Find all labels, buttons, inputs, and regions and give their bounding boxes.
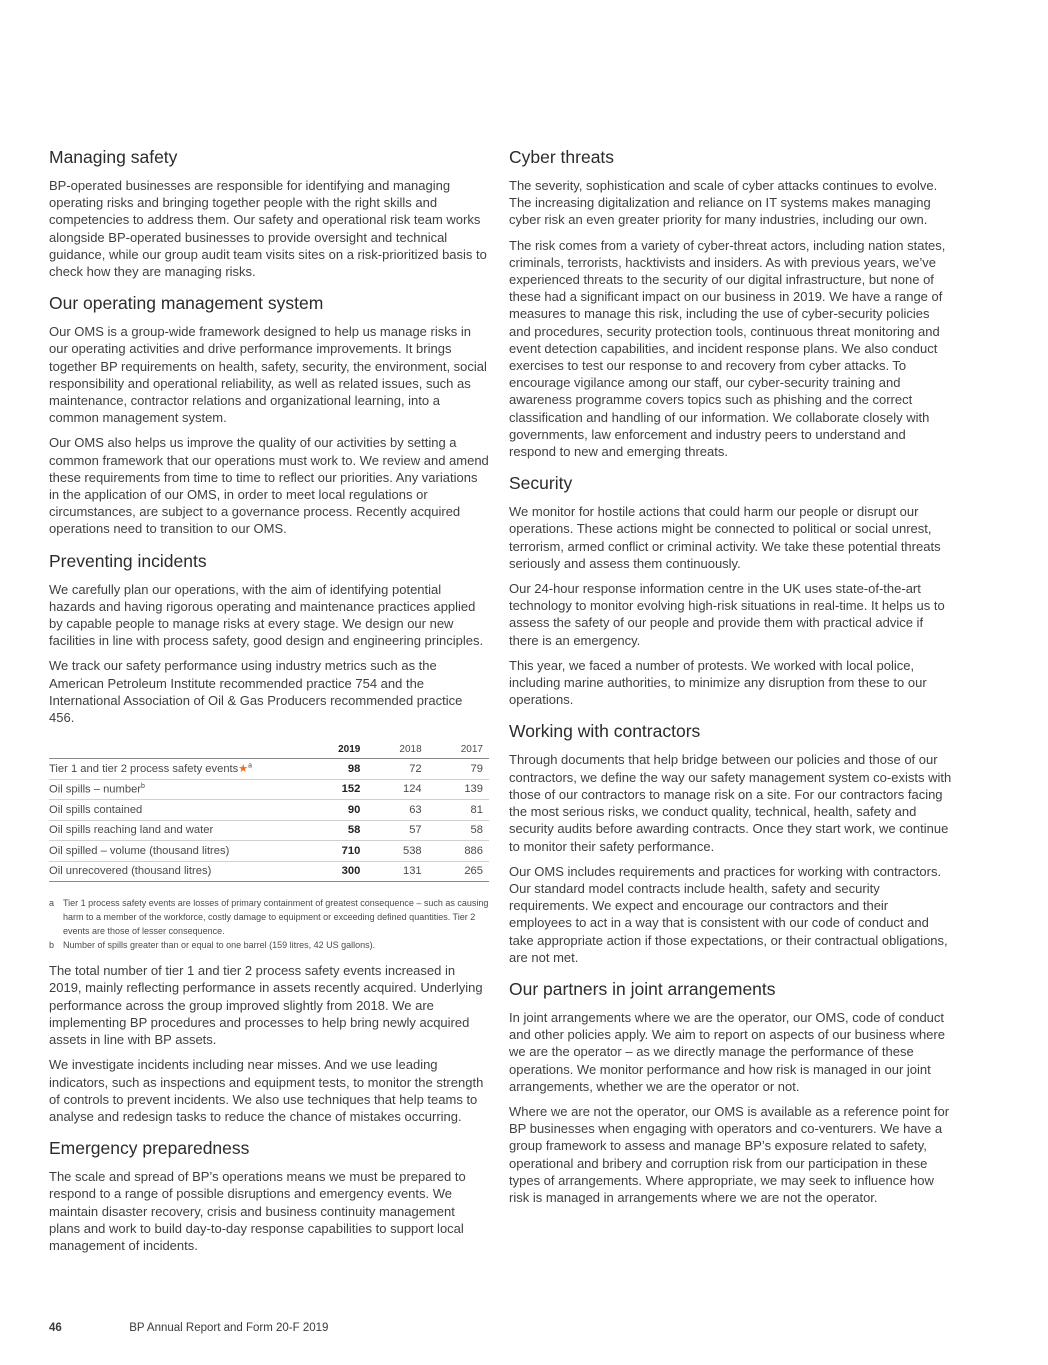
table-row: [49, 820, 489, 841]
cell-2018: 63: [366, 800, 427, 821]
report-title: BP Annual Report and Form 20-F 2019: [129, 1322, 329, 1334]
section-managing-safety: [49, 146, 489, 280]
paragraph: This year, we faced a number of protests. We worked with local police, including marine authorities, to minimize any disruption from these to our operations.: [509, 657, 927, 708]
section-security: [509, 472, 954, 708]
cell-2019: 710: [305, 841, 366, 862]
table-header-year: 2018: [366, 742, 427, 759]
cell-2019: 98: [305, 759, 366, 780]
paragraph: Where we are not the operator, our OMS is available as a reference point for BP businesses when engaging with operators and co-venturers. We have a group framework to assess and manage BP’s exposure related to safety, operational and bribery and corruption risk from our participation in these types of arrangements. Where appropriate, we may seek to influence how risk is managed in arrangements where we are not the operator.: [509, 1103, 950, 1205]
footnote-ref: b: [141, 782, 145, 790]
left-column: [49, 146, 489, 1266]
footnote-mark: a: [49, 898, 55, 909]
paragraph: Our OMS also helps us improve the quality of our activities by setting a common framework that our operations must work to. We review and amend these requirements from time to time to reflect our priorities. Any variations in the application of our OMS, in order to meet local regulations or circumstances, are subject to a governance process. Recently acquired operations need to transition to our OMS.: [49, 435, 489, 537]
heading-preventing-incidents: Preventing incidents: [49, 550, 207, 571]
heading-security: Security: [509, 473, 573, 494]
table-row: [49, 759, 489, 780]
paragraph: We monitor for hostile actions that could harm our people or disrupt our operations. These actions might be connected to political or social unrest, terrorism, armed conflict or criminal activity. We take these potential threats seriously and assess them continuously.: [509, 504, 941, 571]
heading-oms: Our operating management system: [49, 293, 324, 314]
section-joint-arrangements: [509, 978, 954, 1206]
footnote-mark: b: [49, 940, 55, 951]
table-header-year: 2017: [428, 742, 489, 759]
star-icon: ★: [238, 763, 249, 776]
row-label: Oil spills contained: [49, 800, 305, 821]
heading-managing-safety: Managing safety: [49, 147, 178, 167]
cell-2019: 90: [305, 800, 366, 821]
row-label: Oil spills – number$^b$: [49, 779, 305, 800]
section-cyber-threats: [509, 146, 954, 460]
section-oms: [49, 292, 489, 537]
paragraph: Through documents that help bridge between our policies and those of our contractors, we define the way our safety management system co-exists with those of our contractors to manage risk on a site. For our contractors facing the most serious risks, we conduct quality, technical, health, safety and security audits before awarding contracts. Once they start work, we continue to monitor their safety performance.: [509, 752, 952, 854]
footnote: [49, 896, 489, 938]
table-row: [49, 779, 489, 800]
paragraph: Our 24-hour response information centre in the UK uses state-of-the-art technology to monitor evolving high-risk situations in real-time. It helps us to assess the safety of our people and provide them with practical advice if there is an emergency.: [509, 581, 945, 648]
paragraph: The total number of tier 1 and tier 2 process safety events increased in 2019, mainly reflecting performance in assets recently acquired. Underlying performance across the group improved slightly from 2018. We are implementing BP procedures and processes to help bring newly acquired assets in line with BP assets.: [49, 963, 483, 1048]
row-label: Tier 1 and tier 2 process safety events★$^a$: [49, 759, 305, 780]
table-header-row: [49, 742, 489, 759]
cell-2017: 886: [428, 841, 489, 862]
section-working-with-contractors: [509, 720, 954, 965]
cell-2017: 81: [428, 800, 489, 821]
table-row: [49, 800, 489, 821]
table-header-label: [49, 742, 305, 759]
safety-metrics-table: [49, 742, 489, 882]
paragraph: Our OMS includes requirements and practices for working with contractors. Our standard model contracts include health, safety and security requirements. We expect and encourage our contractors and their employees to act in a way that is consistent with our code of conduct and take appropriate action if those expectations, or their contractual obligations, are not met.: [509, 863, 948, 965]
heading-emergency-preparedness: Emergency preparedness: [49, 1138, 250, 1159]
row-label: Oil spills reaching land and water: [49, 820, 305, 841]
paragraph: BP-operated businesses are responsible for identifying and managing operating risks and bringing together people with the right skills and competencies to address them. Our safety and operational risk team works alongside BP-operated businesses to provide oversight and technical guidance, while our group audit team visits sites on a risk-prioritized basis to check how they are managing risks.: [49, 178, 487, 280]
heading-cyber-threats: Cyber threats: [509, 147, 615, 167]
section-preventing-incidents: [49, 550, 489, 727]
cell-2018: 538: [366, 841, 427, 862]
footnote-text: Number of spills greater than or equal to one barrel (159 litres, 42 US gallons).: [63, 940, 376, 951]
right-column: [509, 146, 954, 1218]
cell-2019: 300: [305, 861, 366, 882]
footnote-ref: a: [248, 762, 253, 770]
page-number: 46: [49, 1322, 62, 1334]
cell-2018: 72: [366, 759, 427, 780]
page-footer: [49, 1322, 328, 1334]
cell-2019: 152: [305, 779, 366, 800]
cell-2018: 131: [366, 861, 427, 882]
row-label: Oil unrecovered (thousand litres): [49, 861, 305, 882]
paragraph: We track our safety performance using industry metrics such as the American Petroleum Institute recommended practice 754 and the International Association of Oil & Gas Producers recommended practice 456.: [49, 658, 463, 726]
paragraph: In joint arrangements where we are the operator, our OMS, code of conduct and other policies apply. We aim to report on aspects of our business where we are the operator – as we directly manage the performance of these operations. We monitor performance and how risk is managed in our joint arrangements, whether we are the operator or not.: [509, 1009, 945, 1094]
section-emergency-preparedness: [49, 1137, 489, 1254]
table-footnotes: [49, 896, 489, 952]
paragraph: Our OMS is a group-wide framework designed to help us manage risks in our operating activities and drive performance improvements. It brings together BP requirements on health, safety, security, the environment, social responsibility and operational reliability, as well as related issues, such as maintenance, contractor relations and organizational learning, into a common management system.: [49, 324, 487, 426]
table-row: [49, 861, 489, 882]
cell-2017: 58: [428, 820, 489, 841]
cell-2019: 58: [305, 820, 366, 841]
paragraph: The risk comes from a variety of cyber-threat actors, including nation states, criminals, terrorists, hacktivists and insiders. As with previous years, we’ve experienced threats to the security of our digital infrastructure, but none of these had a significant impact on our business in 2019. We have a range of measures to manage this risk, including the use of cyber-security policies and procedures, security protection tools, continuous threat monitoring and event detection capabilities, and incident response plans. We also conduct exercises to test our response to and recovery from cyber attacks. To encourage vigilance among our staff, our cyber-security training and awareness programme covers topics such as phishing and the correct classification and handling of our information. We collaborate closely with governments, law enforcement and industry peers to understand and respond to new and emerging threats.: [509, 237, 946, 460]
footnote-text: Tier 1 process safety events are losses of primary containment of greatest consequence – such as causing harm to a member of the workforce, costly damage to equipment or exceeding defined quantities. Tier 2 events are those of lesser consequence.: [63, 898, 489, 937]
cell-2018: 57: [366, 820, 427, 841]
paragraph: We carefully plan our operations, with the aim of identifying potential hazards and having rigorous operating and maintenance practices applied by capable people to manage risks at every stage. We design our new facilities in line with process safety, good design and engineering principles.: [49, 581, 484, 649]
paragraph: The scale and spread of BP’s operations means we must be prepared to respond to a range of possible disruptions and emergency events. We maintain disaster recovery, crisis and business continuity management plans and work to build day-to-day response capabilities to support local management of incidents.: [49, 1169, 466, 1253]
table-header-year: 2019: [305, 742, 366, 759]
paragraph: We investigate incidents including near misses. And we use leading indicators, such as inspections and equipment tests, to monitor the strength of controls to prevent incidents. We also use techniques that help teams to analyse and redesign tasks to reduce the chance of mistakes occurring.: [49, 1057, 484, 1124]
paragraph: The severity, sophistication and scale of cyber attacks continues to evolve. The increasing digitalization and reliance on IT systems makes managing cyber risk an even greater priority for many industries, including our own.: [509, 178, 938, 228]
cell-2017: 79: [428, 759, 489, 780]
cell-2017: 265: [428, 861, 489, 882]
heading-joint-arrangements: Our partners in joint arrangements: [509, 978, 776, 999]
table-row: [49, 841, 489, 862]
footnote: [49, 938, 489, 952]
section-after-table: [49, 962, 489, 1125]
cell-2018: 124: [366, 779, 427, 800]
row-label: Oil spilled – volume (thousand litres): [49, 841, 305, 862]
cell-2017: 139: [428, 779, 489, 800]
heading-working-with-contractors: Working with contractors: [509, 721, 701, 742]
